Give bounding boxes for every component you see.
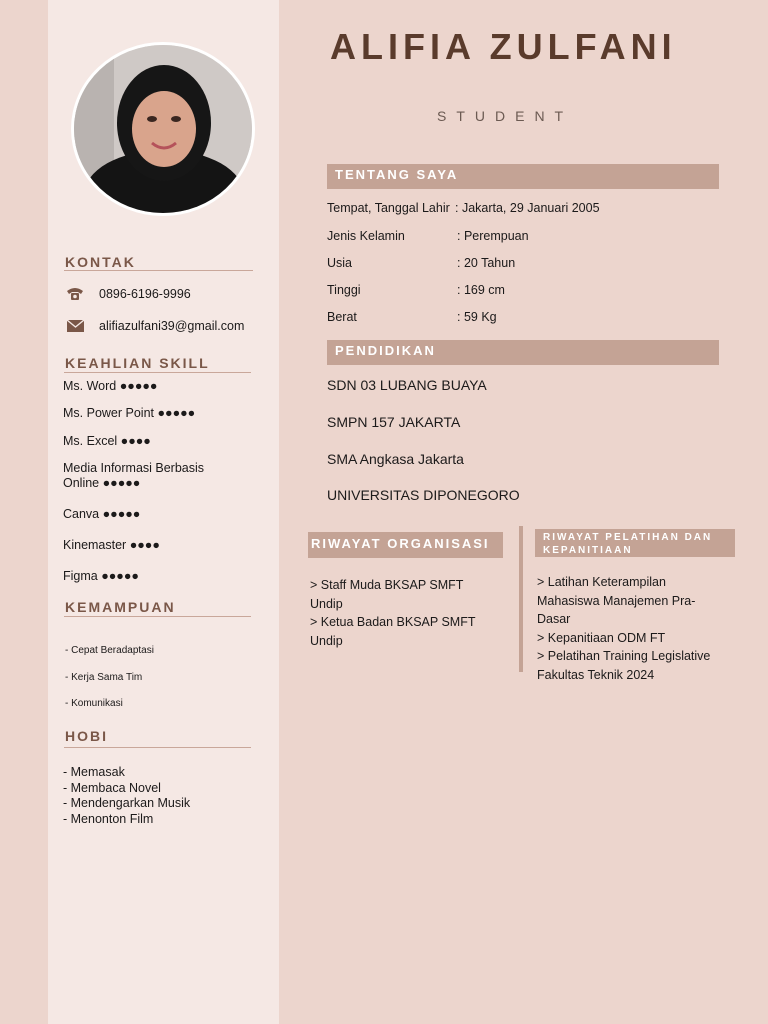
abilities-heading: KEMAMPUAN <box>65 599 176 615</box>
person-name: ALIFIA ZULFANI <box>330 26 677 67</box>
about-label: Tempat, Tanggal Lahir <box>327 201 450 215</box>
training-list <box>537 573 710 684</box>
training-heading-line: RIWAYAT PELATIHAN DAN <box>543 532 713 543</box>
skill-item: Media Informasi Berbasis <box>63 461 205 475</box>
about-value: : 59 Kg <box>457 310 497 324</box>
about-label: Usia <box>327 256 353 270</box>
ability-item: - Komunikasi <box>65 698 123 709</box>
skill-item: Kinemaster ●●●● <box>63 538 160 552</box>
skill-item: Ms. Excel ●●●● <box>63 434 151 448</box>
skill-item: Ms. Power Point ●●●●● <box>63 406 196 420</box>
hobby-item: - Membaca Novel <box>63 781 161 795</box>
training-line: > Kepanitiaan ODM FT <box>537 630 666 645</box>
email-icon <box>64 319 86 333</box>
contact-email: alifiazulfani39@gmail.com <box>99 319 245 333</box>
ability-item: - Kerja Sama Tim <box>65 672 143 683</box>
hobbies-divider <box>64 747 251 748</box>
about-label: Tinggi <box>327 283 361 297</box>
contact-heading: KONTAK <box>65 254 136 270</box>
training-heading-line: KEPANITIAAN <box>543 545 633 556</box>
skill-item: Figma ●●●●● <box>63 569 139 583</box>
training-line: Dasar <box>537 612 571 626</box>
abilities-divider <box>64 616 251 617</box>
about-value: : 169 cm <box>457 283 505 297</box>
about-value: : Jakarta, 29 Januari 2005 <box>455 201 600 215</box>
about-label: Jenis Kelamin <box>327 229 405 243</box>
phone-icon <box>64 287 86 301</box>
hobby-item: - Mendengarkan Musik <box>63 796 191 810</box>
hobbies-heading: HOBI <box>65 728 108 744</box>
training-line: > Pelatihan Training Legislative <box>537 649 711 663</box>
skills-divider <box>64 372 251 373</box>
person-role: STUDENT <box>437 108 574 124</box>
ability-item: - Cepat Beradaptasi <box>65 645 154 656</box>
contact-divider <box>64 270 253 271</box>
organization-list <box>310 576 476 650</box>
education-heading: PENDIDIKAN <box>327 340 719 365</box>
training-line: Mahasiswa Manajemen Pra- <box>537 593 696 608</box>
organization-line: > Ketua Badan BKSAP SMFT <box>310 615 476 629</box>
about-value: : 20 Tahun <box>457 256 516 270</box>
education-item: SDN 03 LUBANG BUAYA <box>327 377 487 393</box>
contact-phone: 0896-6196-9996 <box>99 287 191 301</box>
contact-email-row <box>64 319 244 333</box>
training-heading <box>535 529 735 557</box>
skills-heading: KEAHLIAN SKILL <box>65 355 210 371</box>
organization-line: > Staff Muda BKSAP SMFT <box>310 578 464 592</box>
profile-photo <box>71 42 255 216</box>
skill-item: Ms. Word ●●●●● <box>63 379 158 393</box>
skill-item: Online ●●●●● <box>63 476 141 490</box>
education-item: SMA Angkasa Jakarta <box>327 451 464 467</box>
training-line: Fakultas Teknik 2024 <box>537 667 655 682</box>
education-item: UNIVERSITAS DIPONEGORO <box>327 487 520 503</box>
organization-heading: RIWAYAT ORGANISASI <box>308 532 503 558</box>
skill-item: Canva ●●●●● <box>63 507 141 521</box>
organization-line: Undip <box>310 633 343 648</box>
education-item: SMPN 157 JAKARTA <box>327 414 461 430</box>
organization-line: Undip <box>310 596 343 611</box>
contact-phone-row <box>64 287 191 301</box>
hobby-item: - Menonton Film <box>63 812 154 826</box>
about-label: Berat <box>327 310 357 324</box>
hobby-item: - Memasak <box>63 765 125 779</box>
about-heading: TENTANG SAYA <box>327 164 719 189</box>
column-divider <box>519 526 523 672</box>
about-value: : Perempuan <box>457 229 529 243</box>
training-line: > Latihan Keterampilan <box>537 575 666 589</box>
